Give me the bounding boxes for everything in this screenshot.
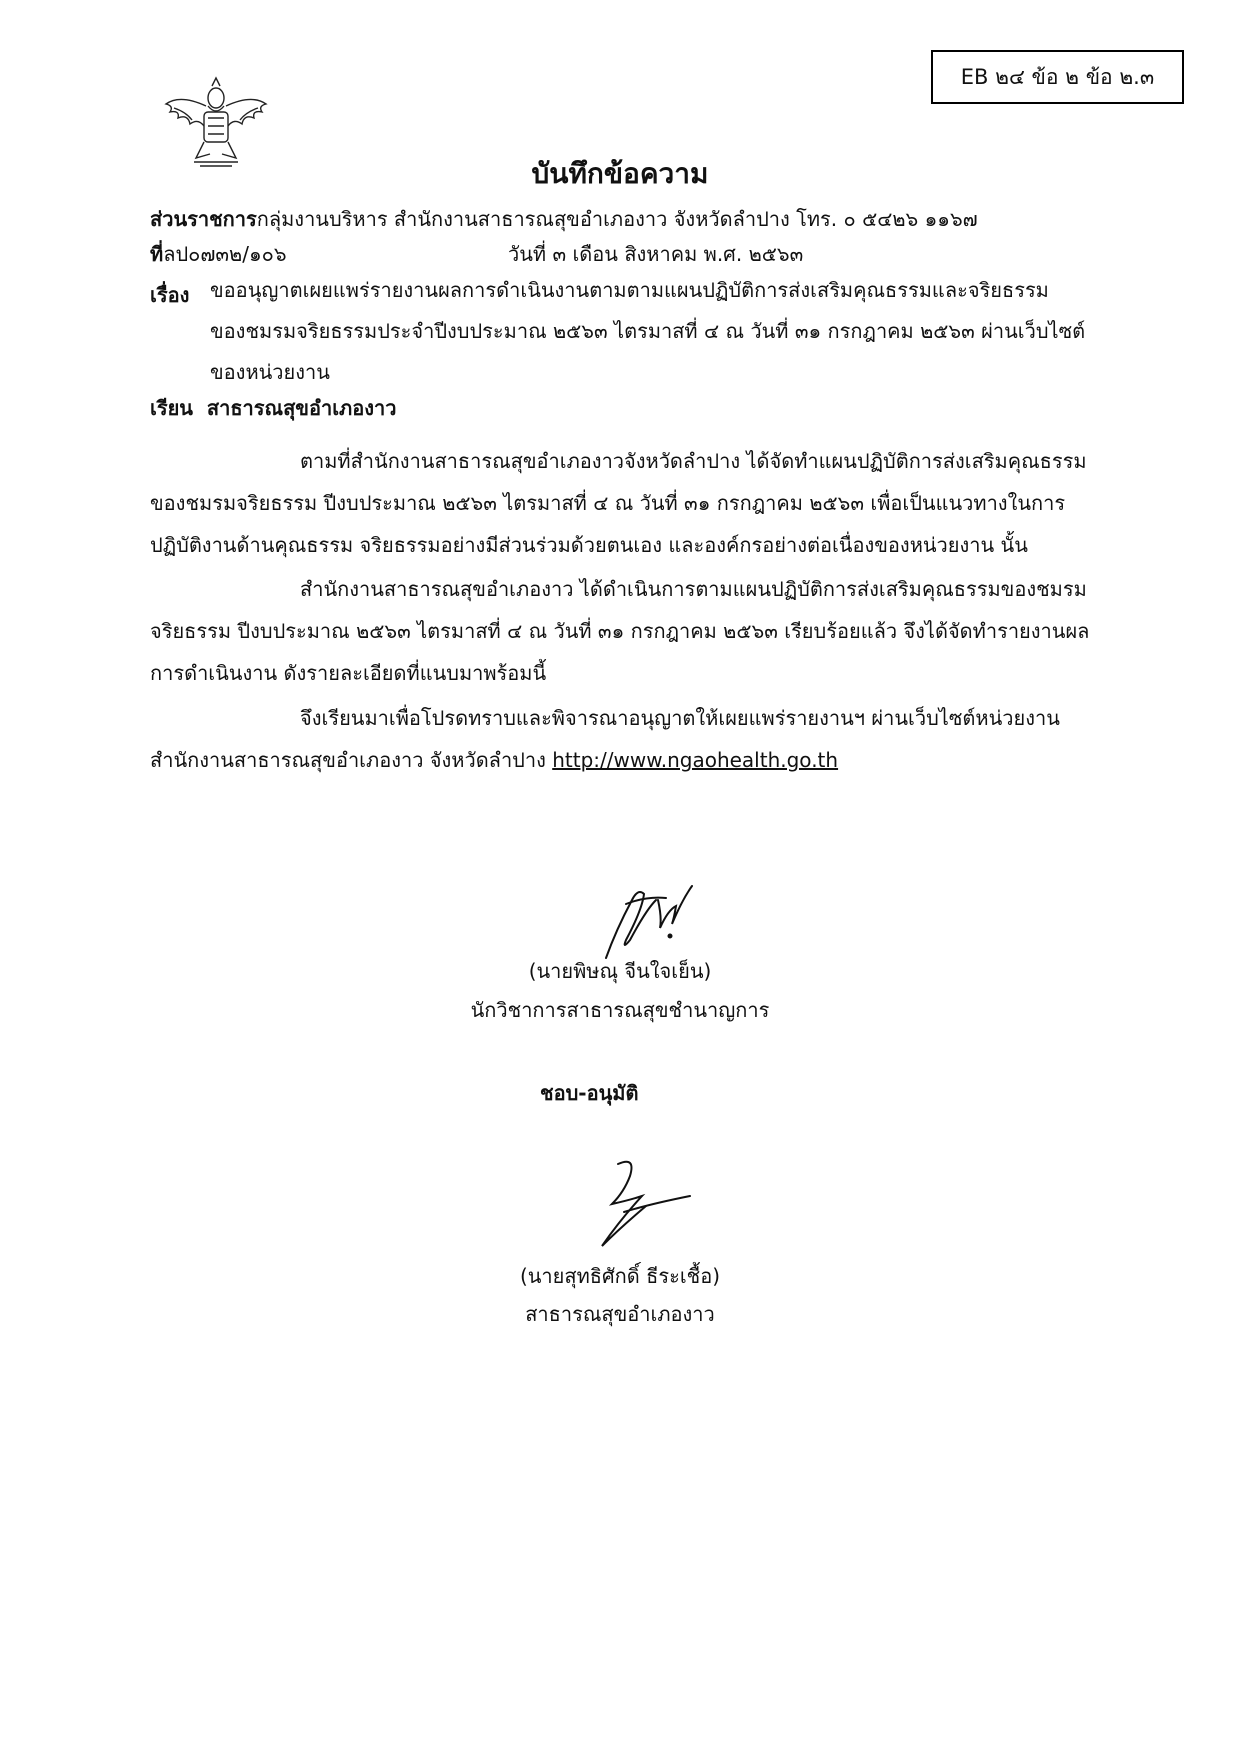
reference-box-text: EB ๒๔ ข้อ ๒ ข้อ ๒.๓ — [960, 64, 1155, 89]
website-link[interactable]: http://www.ngaohealth.go.th — [552, 748, 839, 772]
paragraph-text: สำนักงานสาธารณสุขอำเภองาว จังหวัดลำปาง — [150, 748, 553, 772]
paragraph-line: ตามที่สำนักงานสาธารณสุขอำเภองาวจังหวัดลำปาง ได้จัดทำแผนปฏิบัติการส่งเสริมคุณธรรม — [300, 449, 1087, 473]
paragraph-1 — [150, 440, 1135, 566]
paragraph-3 — [150, 697, 1135, 781]
signature-2-image — [590, 1150, 700, 1260]
paragraph-line: จึงเรียนมาเพื่อโปรดทราบและพิจารณาอนุญาตให้เผยแพร่รายงานฯ ผ่านเว็บไซต์หน่วยงาน — [300, 706, 1060, 730]
to-value: สาธารณสุขอำเภองาว — [206, 396, 397, 420]
subject-label: เรื่อง — [150, 283, 190, 307]
signer-1-name: (นายพิษณุ จีนใจเย็น) — [528, 959, 712, 983]
reference-box — [931, 50, 1184, 104]
paragraph-line: ของชมรมจริยธรรม ปีงบประมาณ ๒๕๖๓ ไตรมาสที่ ๔ ณ วันที่ ๓๑ กรกฎาคม ๒๕๖๓ เพื่อเป็นแนวทางในการ — [150, 491, 1066, 515]
date-text: วันที่ ๓ เดือน สิงหาคม พ.ศ. ๒๕๖๓ — [508, 242, 804, 266]
signature-1-image — [596, 870, 706, 965]
memo-title: บันทึกข้อความ — [531, 157, 709, 190]
paragraph-line: จริยธรรม ปีงบประมาณ ๒๕๖๓ ไตรมาสที่ ๔ ณ วันที่ ๓๑ กรกฎาคม ๒๕๖๓ เรียบร้อยแล้ว จึงได้จัดทำรายงานผล — [150, 619, 1090, 643]
subject-line: ขออนุญาตเผยแพร่รายงานผลการดำเนินงานตามตามแผนปฏิบัติการส่งเสริมคุณธรรมและจริยธรรม — [210, 278, 1049, 302]
paragraph-line: ปฏิบัติงานด้านคุณธรรม จริยธรรมอย่างมีส่วนร่วมด้วยตนเอง และองค์กรอย่างต่อเนื่องของหน่วยงาน นั้น — [150, 533, 1028, 557]
agency-line — [150, 203, 978, 235]
agency-value: กลุ่มงานบริหาร สำนักงานสาธารณสุขอำเภองาว จังหวัดลำปาง โทร. ๐ ๕๔๒๖ ๑๑๖๗ — [256, 207, 978, 231]
subject-line: ของหน่วยงาน — [210, 360, 330, 384]
to-line — [150, 392, 396, 424]
paragraph-line: การดำเนินงาน ดังรายละเอียดที่แนบมาพร้อมนี้ — [150, 661, 547, 685]
to-label: เรียน — [150, 396, 193, 420]
subject-text — [210, 270, 1135, 393]
subject-line: ของชมรมจริยธรรมประจำปีงบประมาณ ๒๕๖๓ ไตรมาสที่ ๔ ณ วันที่ ๓๑ กรกฎาคม ๒๕๖๓ ผ่านเว็บไซต์ — [210, 319, 1086, 343]
paragraph-line — [150, 739, 1135, 781]
paragraph-2 — [150, 568, 1135, 694]
ref-label: ที่ — [150, 242, 164, 266]
reference-line — [150, 238, 287, 270]
agency-label: ส่วนราชการ — [150, 207, 257, 231]
ref-value: ลป๐๗๓๒/๑๐๖ — [163, 242, 287, 266]
approval-text: ชอบ-อนุมัติ — [540, 1081, 639, 1105]
paragraph-line: สำนักงานสาธารณสุขอำเภองาว ได้ดำเนินการตามแผนปฏิบัติการส่งเสริมคุณธรรมของชมรม — [300, 577, 1087, 601]
signer-1-position: นักวิชาการสาธารณสุขชำนาญการ — [470, 998, 770, 1022]
signer-2-position: สาธารณสุขอำเภองาว — [525, 1302, 715, 1326]
signer-2-name: (นายสุทธิศักดิ์ ธีระเชื้อ) — [519, 1264, 721, 1288]
